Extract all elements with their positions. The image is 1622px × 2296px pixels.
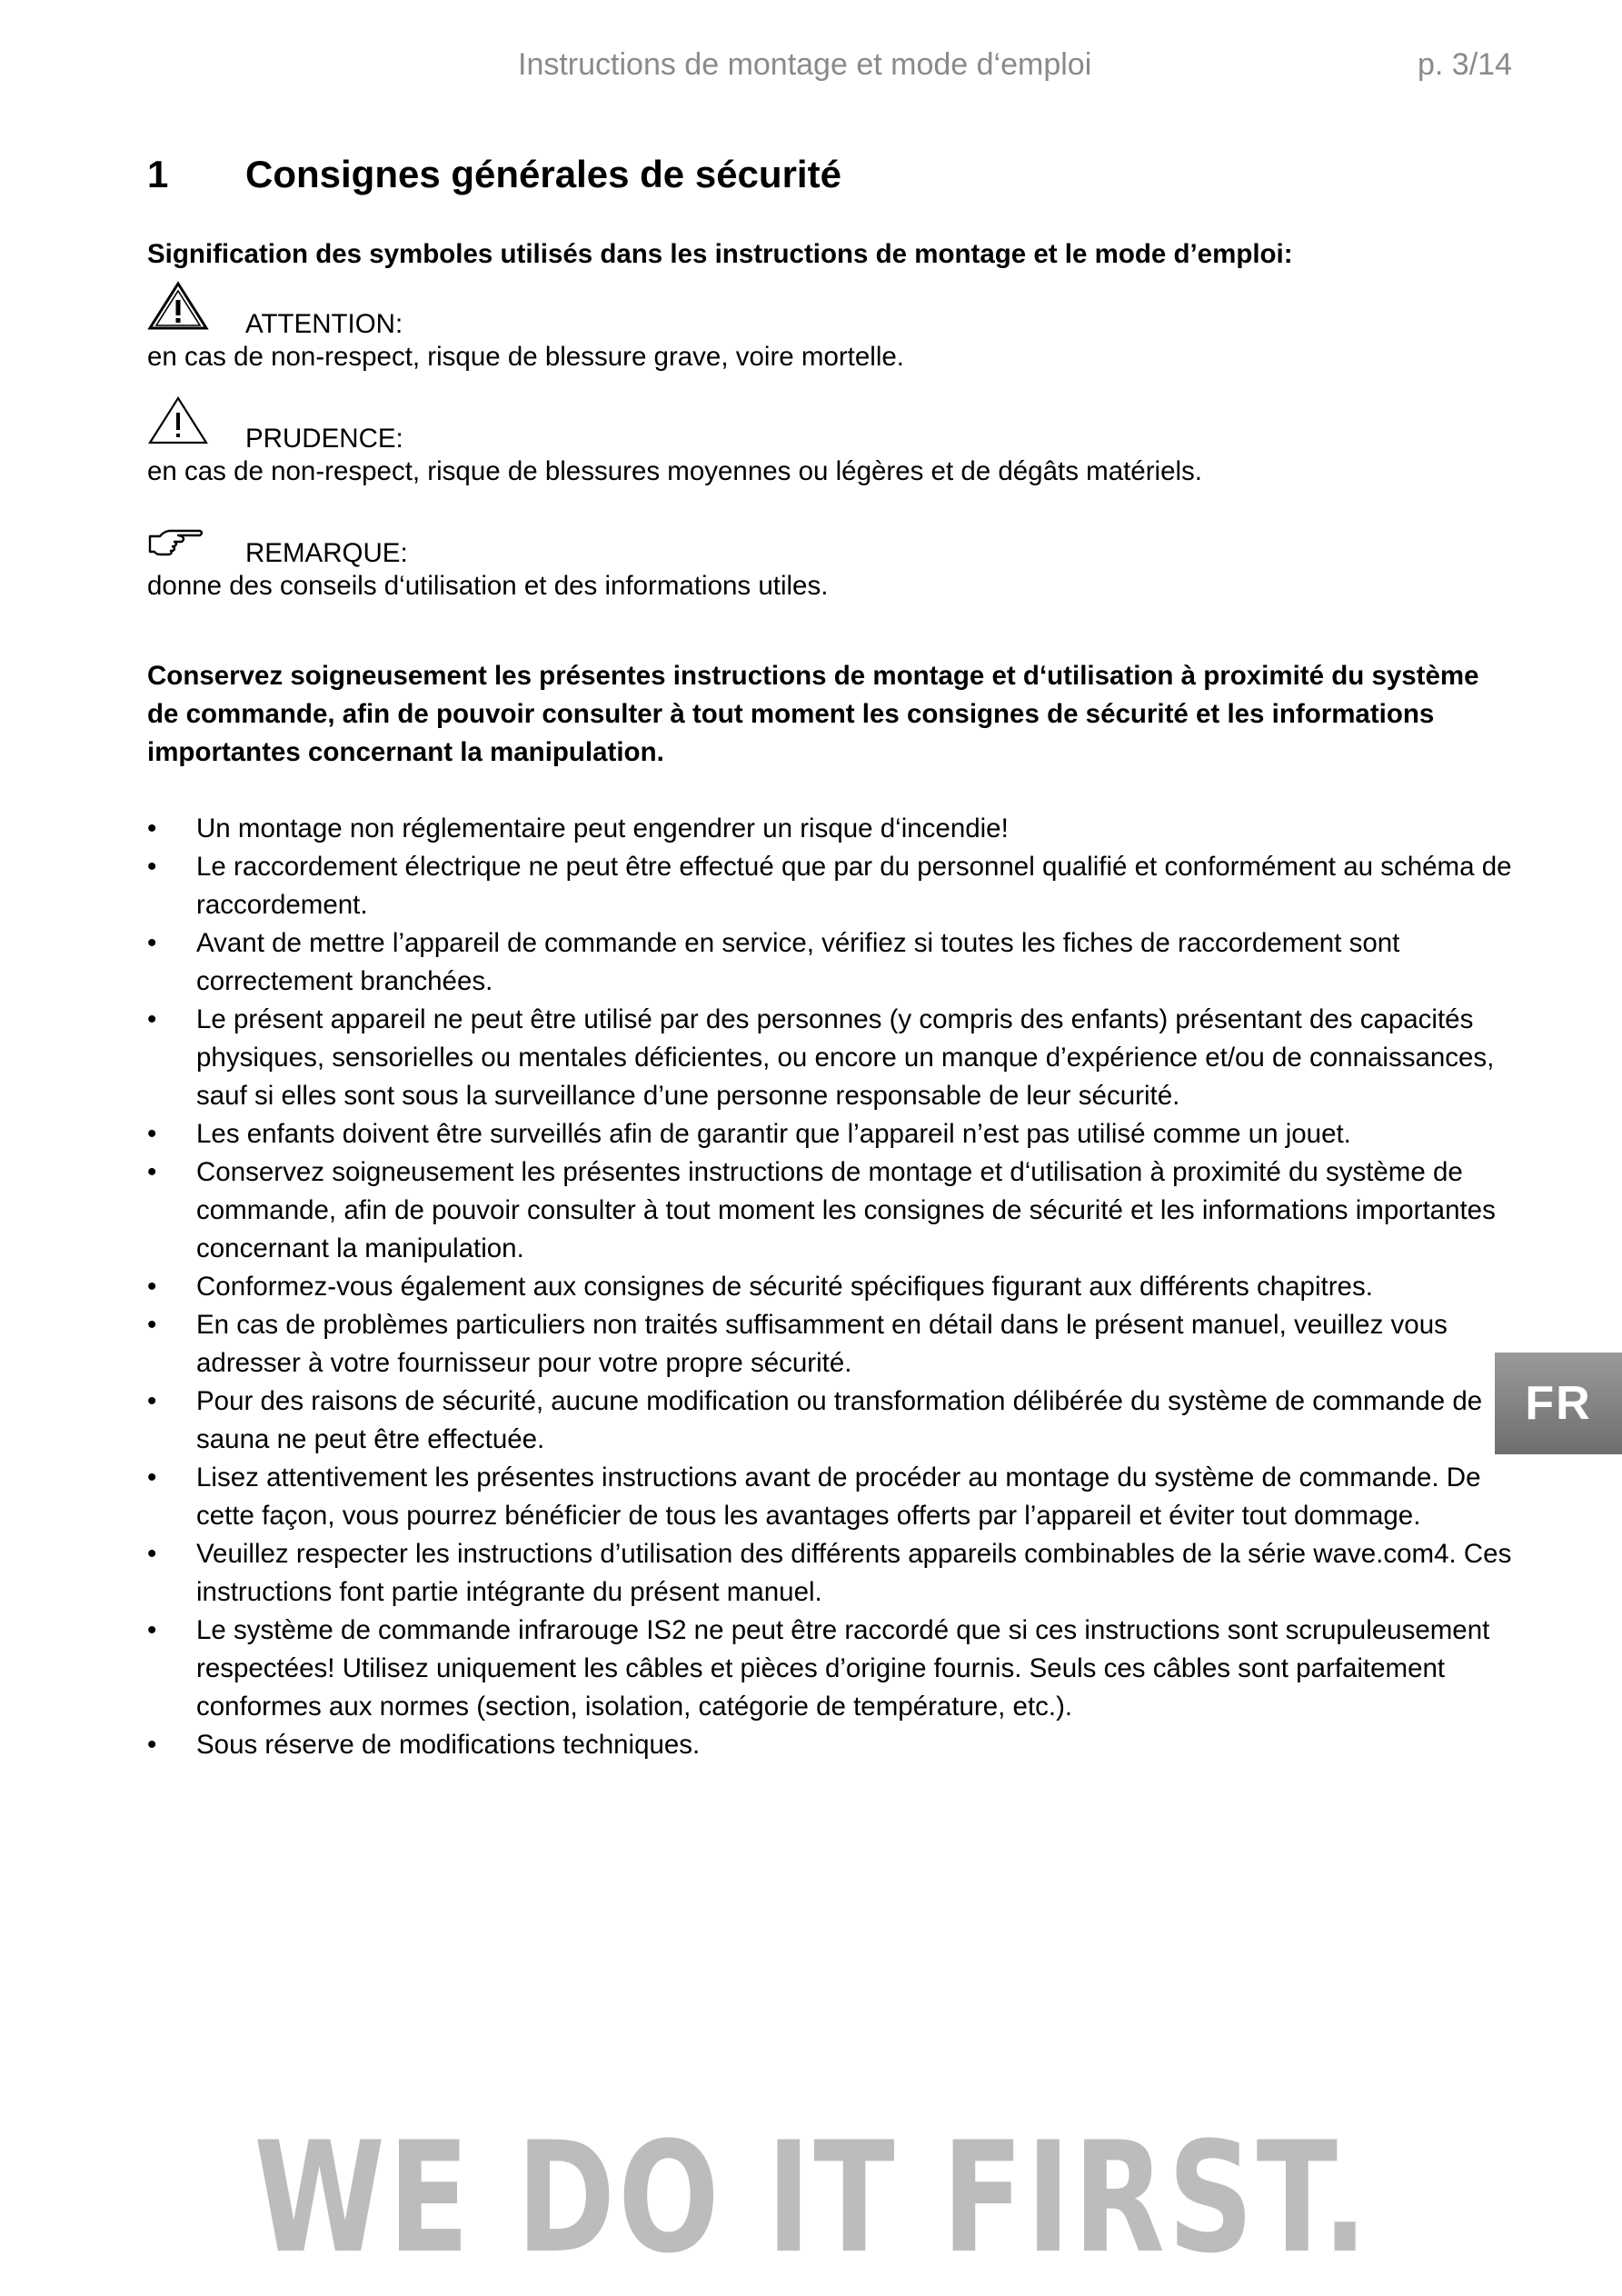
bullet-marker: •: [147, 1004, 157, 1034]
symbol-label: PRUDENCE:: [245, 424, 403, 454]
list-item-text: Conformez-vous également aux consignes de sécurité spécifiques figurant aux différents chapitres.: [196, 1272, 1373, 1302]
list-item-text: Le raccordement électrique ne peut être effectué que par du personnel qualifié et conformément au schéma de raccordement.: [196, 852, 1512, 920]
list-item-text: Le présent appareil ne peut être utilisé par des personnes (y compris des enfants) présentant des capacités physiques, sensorielles ou mentales déficientes, ou encore un manque d’expérience et/ou de connaissances, sauf si elles sont sous la surveillance d’une personne responsable de leur sécurité.: [196, 1004, 1495, 1111]
bullet-marker: •: [147, 1310, 157, 1340]
list-item: [147, 924, 1519, 1001]
symbol-label: REMARQUE:: [245, 538, 408, 568]
list-item: [147, 848, 1519, 924]
warning-triangle-icon: [147, 280, 209, 338]
list-item-text: Avant de mettre l’appareil de commande en service, vérifiez si toutes les fiches de raccordement sont correctement branchées.: [196, 928, 1400, 996]
bullet-marker: •: [147, 928, 157, 958]
page-number: p. 3/14: [1418, 47, 1512, 82]
section-heading: [147, 153, 841, 196]
bullet-marker: •: [147, 1730, 157, 1760]
list-item-text: Les enfants doivent être surveillés afin de garantir que l’appareil n’est pas utilisé comme un jouet.: [196, 1119, 1351, 1149]
list-item-text: Le système de commande infrarouge IS2 ne peut être raccordé que si ces instructions sont scrupuleusement respectées! Utilisez uniquement les câbles et pièces d’origine fournis. Seuls ces câbles sont parfaitement conformes aux normes (section, isolation, catégorie de température, etc.).: [196, 1615, 1490, 1722]
brand-slogan: WE DO IT FIRST.: [254, 2109, 1371, 2287]
list-item-text: Veuillez respecter les instructions d’utilisation des différents appareils combinables de la série wave.com4. Ces instructions font partie intégrante du présent manuel.: [196, 1539, 1512, 1607]
list-item: [147, 1115, 1519, 1153]
list-item: [147, 1726, 1519, 1764]
symbol-description: en cas de non-respect, risque de blessure grave, voire mortelle.: [147, 342, 904, 372]
list-item: [147, 1383, 1519, 1459]
list-item-text: Sous réserve de modifications techniques.: [196, 1730, 701, 1760]
bullet-marker: •: [147, 852, 157, 882]
section-title: Consignes générales de sécurité: [245, 153, 841, 195]
bullet-marker: •: [147, 814, 157, 844]
list-item: [147, 1535, 1519, 1612]
symbol-prudence: [147, 407, 1202, 487]
pointing-hand-icon: [147, 524, 205, 567]
bullet-marker: •: [147, 1539, 157, 1569]
symbols-intro: Signification des symboles utilisés dans les instructions de montage et le mode d’emploi:: [147, 239, 1293, 269]
list-item-text: Conservez soigneusement les présentes instructions de montage et d‘utilisation à proximité du système de commande, afin de pouvoir consulter à tout moment les consignes de sécurité et les informations importantes concernant la manipulation.: [196, 1157, 1496, 1263]
list-item: [147, 1306, 1519, 1383]
symbol-description: en cas de non-respect, risque de blessures moyennes ou légères et de dégâts matériels.: [147, 456, 1203, 486]
list-item-text: Lisez attentivement les présentes instructions avant de procéder au montage du système de commande. De cette façon, vous pourrez bénéficier de tous les avantages offerts par l’appareil et éviter tout dommage.: [196, 1462, 1481, 1531]
list-item: [147, 1459, 1519, 1535]
language-tab: FR: [1495, 1353, 1622, 1454]
bullet-marker: •: [147, 1386, 157, 1416]
list-item: [147, 1612, 1519, 1726]
list-item: [147, 810, 1519, 848]
safety-bullet-list: [147, 810, 1519, 1764]
bullet-marker: •: [147, 1157, 157, 1187]
bullet-marker: •: [147, 1462, 157, 1492]
symbol-label: ATTENTION:: [245, 309, 403, 339]
symbol-attention: [147, 293, 904, 373]
list-item-text: Pour des raisons de sécurité, aucune modification ou transformation délibérée du système de commande de sauna ne peut être effectuée.: [196, 1386, 1483, 1454]
symbol-description: donne des conseils d‘utilisation et des informations utiles.: [147, 571, 829, 601]
document-title: Instructions de montage et mode d‘emploi: [518, 47, 1092, 82]
bullet-marker: •: [147, 1272, 157, 1302]
list-item: [147, 1001, 1519, 1115]
list-item: [147, 1268, 1519, 1306]
running-header: [0, 47, 1622, 87]
bullet-marker: •: [147, 1119, 157, 1149]
list-item-text: En cas de problèmes particuliers non traités suffisamment en détail dans le présent manuel, veuillez vous adresser à votre fournisseur pour votre propre sécurité.: [196, 1310, 1448, 1378]
caution-triangle-icon: [147, 394, 209, 453]
list-item: [147, 1153, 1519, 1268]
bullet-marker: •: [147, 1615, 157, 1645]
list-item-text: Un montage non réglementaire peut engendrer un risque d‘incendie!: [196, 814, 1009, 844]
keep-instructions-note: Conservez soigneusement les présentes instructions de montage et d‘utilisation à proximité du système de commande, afin de pouvoir consulter à tout moment les consignes de sécurité et les informations importantes concernant la manipulation.: [147, 661, 1479, 767]
section-number: 1: [147, 153, 169, 195]
symbol-remarque: [147, 522, 828, 602]
